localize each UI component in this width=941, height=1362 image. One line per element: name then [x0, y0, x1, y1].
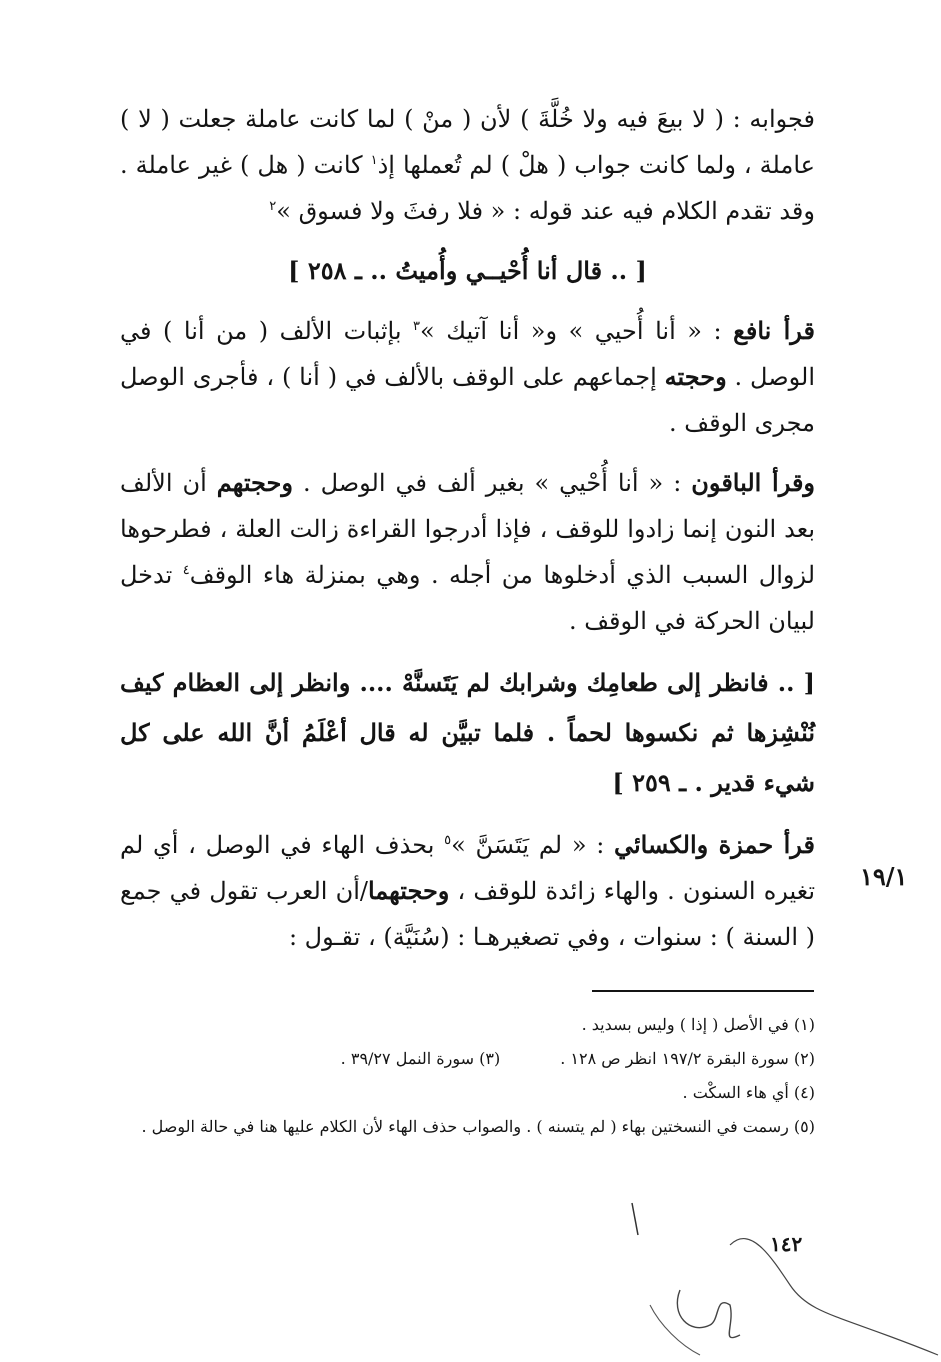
p3-text1: : « أنا أُحْيي » بغير ألف في الوصل . — [292, 469, 692, 497]
p4-text1: : « لم يَتَسَنَّ » — [451, 831, 614, 859]
verse-258: [ .. قال أنا أُحْيــي وأُميتُ .. ـ ٢٥٨ ] — [288, 256, 647, 285]
footnote-ref-2: ٢ — [269, 199, 277, 214]
paragraph-2 — [120, 308, 815, 446]
scribble-stroke-3 — [677, 1290, 740, 1338]
verse-259: [ .. فانظر إلى طعامِك وشرابك لم يَتَسنَّهْ .... وانظر إلى العظام كيف نُنْشِزها ثم نكسوها لحماً . فلما تبيَّن له قال أعْلَمُ أنَّ الله على كل شيء قدير . ـ ٢٥٩ ] — [120, 668, 815, 797]
p1-line1: فجوابه : ( لا بيعَ فيه ولا خُلَّةَ ) لأن ( منْ ) لما كانت عاملة جعلت — [178, 105, 816, 133]
p4-lead2: وحجتهما — [367, 876, 450, 905]
footnote-divider — [592, 990, 814, 992]
footnote-ref-4: ٤ — [182, 563, 190, 578]
p2-lead2: وحجته — [664, 362, 727, 391]
footnote-ref-1: ١ — [370, 153, 378, 168]
page-number: ١٤٢ — [770, 1232, 803, 1256]
pencil-scribble — [620, 1195, 941, 1362]
p1-line2b: كانت ( هل ) — [240, 151, 371, 179]
footnote-3: (٣) سورة النمل ٣٩/٢٧ . — [340, 1049, 501, 1068]
footnote-2: (٢) سورة البقرة ١٩٧/٢ انظر ص ١٢٨ . — [560, 1049, 815, 1068]
scribble-stroke-4 — [650, 1305, 700, 1355]
margin-manuscript-ref: ١٩/١ — [860, 862, 908, 891]
p3-text3: تدخل لبيان الحركة في الوقف . — [120, 561, 815, 635]
footnote-ref-5: ٥ — [444, 833, 452, 848]
scribble-stroke-2 — [730, 1239, 938, 1355]
footnote-1: (١) في الأصل ( إذا ) وليس بسديد . — [581, 1015, 815, 1034]
footnote-ref-3: ٣ — [413, 319, 421, 334]
p2-lead: قرأ نافع — [733, 316, 815, 345]
p4-text3: /أن العرب تقول في جمع ( السنة ) : سنوات ، وفي تصغيرهـا : (سُنَيَّة) ، تقـول : — [120, 877, 815, 951]
paragraph-1 — [120, 96, 815, 234]
footnotes — [120, 1008, 815, 1144]
p2-text2: بإثبات الألف ( من أنا ) في الوصل . — [120, 317, 815, 391]
scribble-stroke-1 — [632, 1203, 638, 1235]
p3-lead: وقرأ الباقون — [691, 468, 816, 497]
p2-text3: إجماعهم على الوقف بالألف في ( أنا ) ، فأجرى الوصل مجرى الوقف . — [120, 363, 815, 437]
paragraph-4 — [120, 822, 815, 960]
p4-lead: قرأ حمزة والكسائي — [614, 830, 816, 859]
paragraph-3 — [120, 460, 815, 644]
p3-text2: أن الألف بعد النون إنما زادوا للوقف ، فإذا أدرجوا القراءة زالت العلة ، فطرحوها لزوال السبب الذي أدخلوها من أجله . وهي بمنزلة هاء الوقف — [120, 469, 816, 589]
footnote-5: (٥) رسمت في النسختين بهاء ( لم يتسنه ) . والصواب حذف الهاء لأن الكلام عليها هنا في حالة الوصل . — [141, 1117, 815, 1136]
p4-text2: بحذف الهاء في الوصل ، أي لم تغيره السنون . والهاء زائدة للوقف ، — [120, 831, 816, 905]
p1-line2: ( لا ) عاملة ، ولما كانت جواب ( هلْ ) لم تُعملها إذ — [120, 105, 815, 179]
footnote-4: (٤) أي هاء السكْت . — [682, 1083, 815, 1102]
p1-line3: غير عاملة . وقد تقدم الكلام فيه عند قوله : « فلا رفثَ ولا فسوق » — [120, 151, 815, 225]
p2-text1: : « أنا أُحيي » و« أنا آتيك » — [420, 317, 734, 345]
footnote-row-2-3 — [120, 1042, 815, 1076]
main-text — [120, 96, 815, 974]
p3-lead2: وحجتهم — [216, 468, 293, 497]
